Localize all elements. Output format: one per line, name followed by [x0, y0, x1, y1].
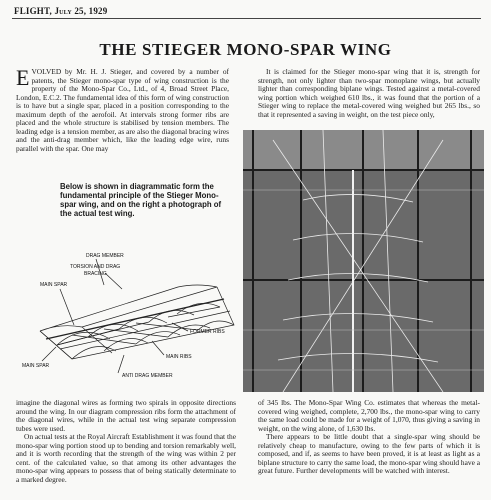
issue-date: July 25, 1929: [54, 6, 108, 16]
test-wing-photo: [243, 130, 484, 392]
intro-column: [16, 65, 229, 153]
drop-cap: E: [16, 65, 30, 90]
label-drag-member: DRAG MEMBER: [86, 253, 124, 259]
right-column-bottom: [258, 399, 480, 476]
intro-text: VOLVED by Mr. H. J. Stieger, and covered by a number of patents, the Stieger mono-spar type of wing construction is the property of the Mono-Spar Co., Ltd., of 4, Broad Street Place, London, E.C.2. The fundamental idea of this form of wing construction is to have but a single spar, placed in a position corresponding to the maximum depth of the aerofoil. At intervals strong former ribs are placed and the whole structure is stabilised by tension members. The leading edge is a tension member, as are also the diagonal bracing wires and the anti-drag member which, like the leading edge wire, runs parallel with the spar. One may: [16, 67, 229, 153]
label-torsion: TORSION AND DRAG: [70, 264, 121, 270]
page-header: [14, 6, 107, 16]
label-main-spar-bottom: MAIN SPAR: [22, 363, 50, 369]
left-column-bottom: [16, 399, 236, 484]
figure-caption: Below is shown in diagrammatic form the fundamental principle of the Stieger Mono-spar wing, and on the right a photograph of the actual test wing.: [60, 182, 222, 218]
wing-diagram: [12, 227, 250, 385]
right-column-top: [258, 68, 480, 119]
weight-paragraph: of 345 lbs. The Mono-Spar Wing Co. estimates that whereas the metal-covered wing weighed, complete, 2,700 lbs., the mono-spar wing to carry the same load could be made for a weight of 1,070, thus giving a saving in weight, on the wing alone, of 1,630 lbs.: [258, 398, 480, 433]
spirals-paragraph: imagine the diagonal wires as forming two spirals in opposite directions around the wing. In our diagram compression ribs form the attachment of the diagonal wires, while in the actual test wing separate compression tubes were used.: [16, 398, 236, 433]
label-main-spar-top: MAIN SPAR: [40, 282, 68, 288]
label-anti-drag: ANTI DRAG MEMBER: [122, 373, 173, 379]
claims-text: It is claimed for the Stieger mono-spar wing that it is, strength for strength, not only lighter than two-spar monoplane wings, but actually lighter than corresponding biplane wings. Tested against a metal-covered wing portion which weighed 610 lbs., it was found that the portion of a Stieger wing to replace the metal-covered wing weighed but 265 lbs., so that it represented a saving in weight, on the test piece only,: [258, 67, 480, 119]
tests-paragraph: On actual tests at the Royal Aircraft Establishment it was found that the mono-spar wing portion stood up to bending and torsion remarkably well, and it is worth recording that the strength of the wing was within 2 per cent. of the calculated value, so that among its other advantages the mono-spar wing appears to possess that of being statically determinate to a marked degree.: [16, 432, 236, 484]
article-title: THE STIEGER MONO-SPAR WING: [99, 40, 392, 59]
label-bracing: BRACING: [84, 271, 107, 277]
label-former-ribs: FORMER RIBS: [190, 329, 225, 335]
header-rule: [12, 18, 481, 19]
future-paragraph: There appears to be little doubt that a single-spar wing should be relatively cheap to manufacture, owing to the few parts of which it is composed, and if, as seems to have been proved, it is at least as light as a biplane structure to carry the same load, the mono-spar wing should have a great future. Further developments will be watched with interest.: [258, 432, 480, 475]
publication-name: FLIGHT,: [14, 6, 52, 16]
label-main-ribs: MAIN RIBS: [166, 354, 192, 360]
